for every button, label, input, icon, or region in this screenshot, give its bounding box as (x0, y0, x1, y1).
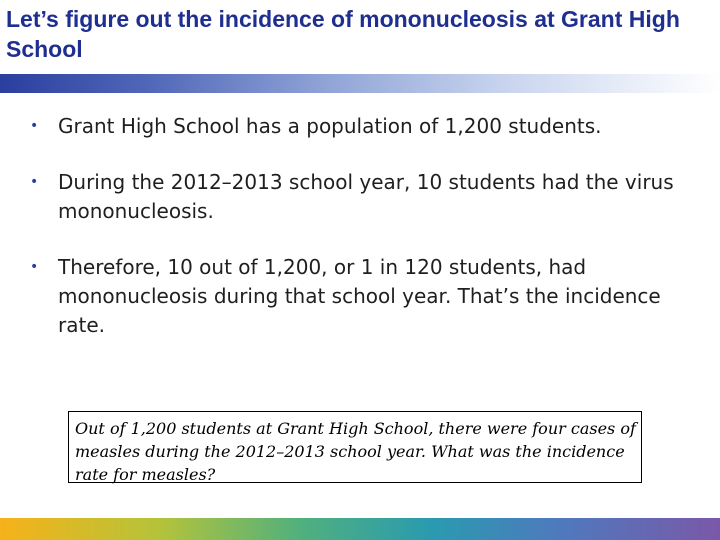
slide-title: Let’s figure out the incidence of mononucleosis at Grant High School (6, 6, 680, 62)
bullet-dot-icon: • (30, 174, 39, 190)
bullet-item (30, 112, 690, 141)
question-text: Out of 1,200 students at Grant High School, there were four cases of measles during the 2012–2013 school year. What was the incidence rate for measles? (75, 419, 636, 484)
bullet-item (30, 253, 690, 340)
bullet-list (30, 112, 690, 367)
bullet-dot-icon: • (30, 118, 39, 134)
bullet-text: During the 2012–2013 school year, 10 students had the virus mononucleosis. (58, 170, 674, 223)
question-box (68, 411, 642, 483)
bullet-dot-icon: • (30, 259, 39, 275)
footer-gradient-bar (0, 518, 720, 540)
bullet-text: Grant High School has a population of 1,200 students. (58, 114, 602, 138)
bullet-text: Therefore, 10 out of 1,200, or 1 in 120 students, had mononucleosis during that school year. That’s the incidence rate. (58, 255, 661, 337)
title-gradient-rule (0, 74, 720, 93)
bullet-item (30, 168, 690, 226)
